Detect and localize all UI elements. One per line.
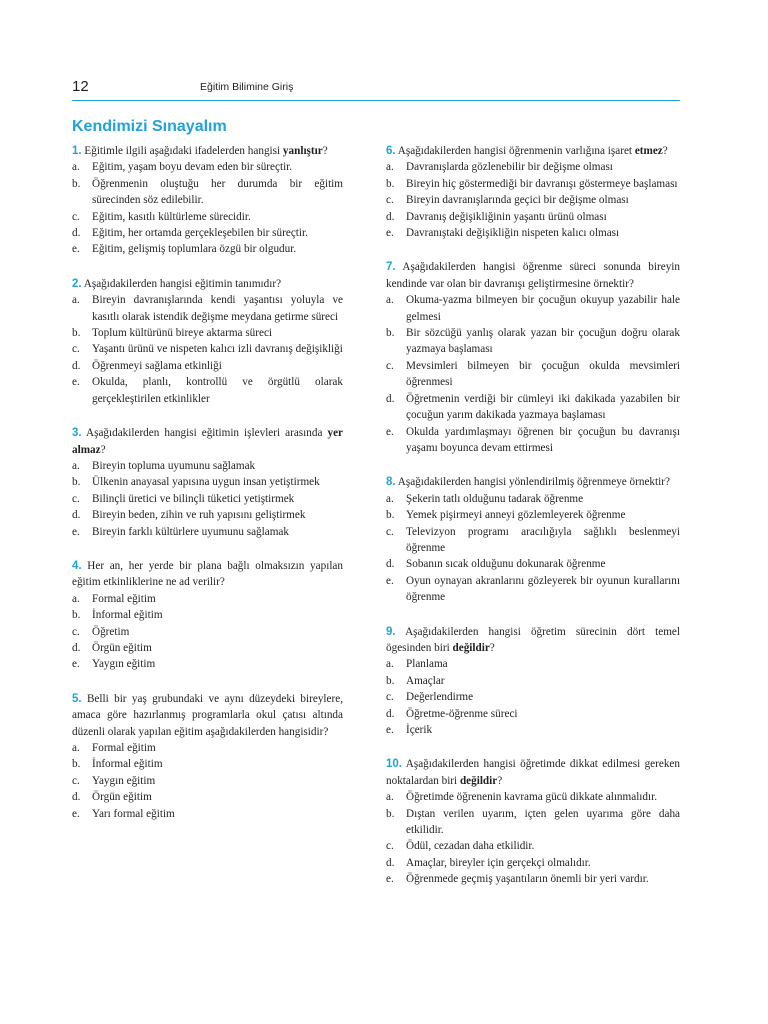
left-column — [72, 143, 343, 840]
option-text: İnformal eğitim — [92, 758, 163, 771]
answer-option — [72, 640, 343, 656]
option-letter: c. — [72, 774, 80, 787]
question-stem — [72, 558, 343, 591]
option-letter: d. — [386, 392, 395, 405]
option-text: Eğitim, kasıtlı kültürleme sürecidir. — [92, 210, 251, 223]
option-letter: c. — [386, 359, 394, 372]
section-title: Kendimizi Sınayalım — [72, 118, 227, 135]
option-letter: e. — [386, 574, 394, 587]
question-text: Aşağıdakilerden hangisi yönlendirilmiş öğrenmeye örnektir? — [395, 476, 670, 489]
question-8 — [386, 474, 680, 605]
option-letter: e. — [386, 724, 394, 736]
answer-options — [386, 789, 680, 887]
option-text: Televizyon programı aracılığıyla sağlıklı beslenmeyi öğrenme — [406, 525, 680, 554]
question-3 — [72, 425, 343, 540]
option-letter: a. — [386, 161, 394, 174]
option-text: Ödül, cezadan daha etkilidir. — [406, 840, 535, 853]
option-letter: a. — [72, 161, 80, 174]
question-stem — [386, 474, 680, 490]
option-text: Öğrenmenin oluştuğu her durumda bir eğitim sürecinden söz edilebilir. — [92, 177, 343, 207]
option-text: Bireyin farklı kültürlere uyumunu sağlamak — [92, 525, 289, 538]
answer-option — [386, 391, 680, 424]
option-letter: d. — [72, 359, 81, 372]
answer-option — [386, 176, 680, 192]
option-text: Ülkenin anayasal yapısına uygun insan yetiştirmek — [92, 476, 320, 489]
question-stem — [386, 624, 680, 657]
answer-option — [72, 524, 343, 540]
option-text: Toplum kültürünü bireye aktarma süreci — [92, 327, 273, 340]
option-text: Okuma-yazma bilmeyen bir çocuğun okuyup yazabilir hale gelmesi — [406, 294, 680, 323]
question-number: 4. — [72, 559, 82, 572]
question-text: Aşağıdakilerden hangisi öğretim sürecinin dört temel ögesinden biri — [386, 625, 680, 654]
question-text-end: ? — [322, 145, 328, 157]
answer-option — [386, 209, 680, 225]
option-letter: a. — [72, 742, 80, 754]
answer-option — [386, 292, 680, 325]
answer-option — [72, 656, 343, 672]
option-letter: e. — [72, 525, 80, 538]
option-text: Yemek pişirmeyi anneyi gözlemleyerek öğrenme — [406, 509, 626, 522]
question-text: Aşağıdakilerden hangisi eğitimin işlevleri arasında — [81, 427, 328, 440]
answer-option — [72, 358, 343, 374]
option-text: Yaşantı ürünü ve nispeten kalıcı izli davranış değişikliği — [92, 343, 343, 356]
option-text: İçerik — [406, 724, 433, 736]
answer-option — [386, 656, 680, 672]
option-letter: b. — [72, 177, 81, 190]
question-text: Her an, her yerde bir plana bağlı olmaksızın yapılan eğitim etkinliklerine ne ad verilir? — [72, 559, 343, 589]
option-letter: e. — [72, 658, 80, 671]
answer-option — [386, 706, 680, 722]
question-emphasis: yanlıştır — [282, 145, 323, 157]
option-text: Oyun oynayan akranlarını gözleyerek bir oyunun kurallarını öğrenme — [406, 574, 680, 604]
question-4 — [72, 558, 343, 673]
option-letter: c. — [72, 343, 80, 356]
question-stem — [386, 143, 680, 159]
option-text: Bireyin davranışlarında geçici bir değişme olması — [406, 194, 629, 207]
question-1 — [72, 143, 343, 258]
question-text: Aşağıdakilerden hangisi öğretimde dikkat edilmesi gereken noktalardan biri — [386, 758, 680, 787]
answer-option — [386, 325, 680, 358]
option-letter: b. — [386, 327, 395, 340]
option-text: Bireyin beden, zihin ve ruh yapısını geliştirmek — [92, 509, 306, 522]
option-letter: a. — [72, 459, 80, 472]
question-9 — [386, 624, 680, 739]
answer-option — [386, 673, 680, 689]
option-letter: a. — [386, 791, 394, 804]
option-letter: c. — [386, 691, 394, 704]
option-text: Formal eğitim — [92, 592, 156, 605]
answer-option — [72, 474, 343, 490]
question-text: Aşağıdakilerden hangisi öğrenmenin varlığına işaret — [395, 145, 635, 157]
option-letter: e. — [386, 425, 394, 438]
answer-option — [72, 341, 343, 357]
option-letter: a. — [386, 658, 394, 671]
answer-option — [386, 225, 680, 241]
option-letter: d. — [72, 641, 81, 654]
option-letter: c. — [386, 525, 394, 538]
option-text: Dıştan verilen uyarım, içten gelen uyarıma göre daha etkilidir. — [406, 807, 680, 837]
answer-option — [72, 607, 343, 623]
question-number: 1. — [72, 145, 82, 157]
option-text: Öğrenmeyi sağlama etkinliği — [92, 359, 222, 372]
answer-options — [386, 292, 680, 456]
answer-option — [72, 591, 343, 607]
option-letter: d. — [72, 227, 81, 240]
option-letter: e. — [386, 227, 394, 240]
option-text: Öğretmenin verdiği bir cümleyi iki dakikada yazabilen bir çocuğun yarım dakikada yazmaya başlaması — [406, 392, 680, 422]
answer-options — [72, 292, 343, 407]
answer-option — [72, 507, 343, 523]
option-text: Bireyin topluma uyumunu sağlamak — [92, 459, 256, 472]
question-stem — [386, 259, 680, 292]
answer-option — [72, 624, 343, 640]
question-stem — [72, 143, 343, 159]
question-number: 3. — [72, 427, 82, 440]
option-letter: b. — [72, 327, 81, 340]
question-text: Belli bir yaş grubundaki ve aynı düzeydeki bireylere, amaca göre hazırlanmış programlarla okul çatısı altında düzenli olarak yapılan eğitim aşağıdakilerden hangisidir? — [72, 692, 343, 738]
question-number: 5. — [72, 692, 82, 705]
option-letter: c. — [72, 210, 80, 223]
answer-option — [72, 159, 343, 175]
option-text: Mevsimleri bilmeyen bir çocuğun okulda mevsimleri öğrenmesi — [406, 359, 680, 389]
answer-option — [386, 424, 680, 457]
option-text: Planlama — [406, 658, 448, 671]
question-text: Aşağıdakilerden hangisi öğrenme süreci sonunda bireyin kendinde var olan bir davranışı geliştirmesine örnektir? — [386, 261, 680, 290]
answer-option — [386, 507, 680, 523]
question-number: 9. — [386, 625, 396, 638]
option-letter: a. — [386, 294, 394, 307]
option-text: Amaçlar, bireyler için gerçekçi olmalıdır. — [406, 856, 591, 869]
option-text: Öğretim — [92, 625, 130, 638]
answer-option — [72, 374, 343, 407]
option-text: Formal eğitim — [92, 742, 156, 754]
answer-option — [386, 524, 680, 557]
option-text: İnformal eğitim — [92, 609, 163, 622]
option-text: Davranıştaki değişikliğin nispeten kalıcı olması — [406, 227, 620, 240]
option-letter: c. — [386, 840, 394, 853]
option-text: Bir sözcüğü yanlış olarak yazan bir çocuğun doğru olarak yazmaya başlaması — [406, 327, 680, 356]
answer-option — [386, 722, 680, 738]
question-number: 7. — [386, 261, 396, 274]
answer-option — [72, 225, 343, 241]
option-text: Örgün eğitim — [92, 791, 152, 804]
question-emphasis: değildir — [459, 774, 498, 787]
option-letter: a. — [72, 592, 80, 605]
option-text: Davranışlarda gözlenebilir bir değişme olması — [406, 161, 613, 174]
question-text: Eğitimle ilgili aşağıdaki ifadelerden hangisi — [81, 145, 283, 157]
option-text: Bireyin davranışlarında kendi yaşantısı yoluyla ve kasıtlı olarak istendik değişme meydana getirme süreci — [92, 294, 343, 323]
option-letter: c. — [386, 194, 394, 207]
question-stem — [72, 276, 343, 292]
page-header — [72, 78, 680, 102]
answer-options — [72, 458, 343, 540]
question-number: 8. — [386, 476, 396, 489]
option-letter: d. — [386, 210, 395, 223]
option-text: Eğitim, yaşam boyu devam eden bir süreçtir. — [92, 161, 293, 174]
answer-option — [72, 756, 343, 772]
question-5 — [72, 691, 343, 822]
question-6 — [386, 143, 680, 241]
option-text: Öğretme-öğrenme süreci — [406, 707, 518, 720]
answer-option — [72, 292, 343, 325]
question-text-end: ? — [489, 641, 495, 654]
option-text: Yaygın eğitim — [92, 774, 156, 787]
option-letter: c. — [72, 492, 80, 505]
answer-option — [72, 789, 343, 805]
answer-option — [72, 740, 343, 756]
answer-option — [72, 209, 343, 225]
answer-option — [386, 806, 680, 839]
option-letter: c. — [72, 625, 80, 638]
option-text: Şekerin tatlı olduğunu tadarak öğrenme — [406, 492, 584, 505]
option-letter: b. — [386, 807, 395, 820]
option-letter: a. — [72, 294, 80, 307]
option-letter: d. — [386, 558, 395, 571]
option-letter: e. — [386, 873, 394, 886]
option-text: Değerlendirme — [406, 691, 474, 704]
answer-option — [386, 689, 680, 705]
option-letter: b. — [72, 609, 81, 622]
option-letter: d. — [386, 856, 395, 869]
question-number: 6. — [386, 145, 396, 157]
answer-option — [386, 159, 680, 175]
answer-option — [386, 358, 680, 391]
answer-option — [386, 855, 680, 871]
answer-option — [72, 176, 343, 209]
header-divider — [72, 100, 680, 101]
option-text: Eğitim, her ortamda gerçekleşebilen bir süreçtir. — [92, 227, 308, 240]
answer-options — [72, 159, 343, 257]
option-letter: d. — [386, 707, 395, 720]
option-letter: b. — [72, 758, 81, 771]
option-text: Okulda yardımlaşmayı öğrenen bir çocuğun bu davranışı yaşamı boyunca devam ettirmesi — [406, 425, 680, 454]
question-emphasis: etmez — [634, 145, 663, 157]
question-stem — [72, 425, 343, 458]
question-number: 10. — [386, 758, 402, 771]
answer-option — [386, 871, 680, 887]
answer-option — [386, 491, 680, 507]
option-letter: e. — [72, 807, 80, 820]
answer-options — [72, 591, 343, 673]
question-emphasis: değildir — [452, 641, 490, 654]
question-emphasis: yer almaz — [72, 427, 343, 456]
question-text-end: ? — [662, 145, 668, 157]
option-letter: a. — [386, 492, 394, 505]
answer-options — [386, 159, 680, 241]
answer-option — [72, 491, 343, 507]
option-letter: b. — [386, 177, 395, 190]
question-7 — [386, 259, 680, 456]
answer-option — [386, 556, 680, 572]
option-text: Eğitim, gelişmiş toplumlara özgü bir olgudur. — [92, 243, 297, 256]
option-text: Amaçlar — [406, 674, 445, 687]
option-letter: e. — [72, 376, 80, 389]
option-text: Bireyin hiç göstermediği bir davranışı göstermeye başlaması — [406, 177, 678, 190]
answer-options — [386, 656, 680, 738]
option-text: Yarı formal eğitim — [92, 807, 175, 820]
answer-options — [72, 740, 343, 822]
question-stem — [72, 691, 343, 740]
option-letter: d. — [72, 509, 81, 522]
answer-option — [386, 192, 680, 208]
question-2 — [72, 276, 343, 407]
answer-option — [386, 573, 680, 606]
answer-option — [72, 806, 343, 822]
option-text: Yaygın eğitim — [92, 658, 156, 671]
option-text: Örgün eğitim — [92, 641, 152, 654]
option-letter: b. — [386, 674, 395, 687]
option-letter: b. — [72, 476, 81, 489]
right-column — [386, 143, 680, 906]
option-text: Davranış değişikliğinin yaşantı ürünü olması — [406, 210, 607, 223]
option-letter: b. — [386, 509, 395, 522]
answer-options — [386, 491, 680, 606]
answer-option — [72, 773, 343, 789]
option-text: Bilinçli üretici ve bilinçli tüketici yetiştirmek — [92, 492, 295, 505]
question-text-end: ? — [100, 443, 106, 456]
page-number: 12 — [72, 78, 89, 95]
question-10 — [386, 756, 680, 887]
answer-option — [72, 241, 343, 257]
option-text: Öğretimde öğrenenin kavrama gücü dikkate alınmalıdır. — [406, 791, 658, 804]
answer-option — [386, 838, 680, 854]
option-text: Sobanın sıcak olduğunu dokunarak öğrenme — [406, 558, 606, 571]
book-title: Eğitim Bilimine Giriş — [200, 81, 294, 93]
answer-option — [386, 789, 680, 805]
answer-option — [72, 458, 343, 474]
option-letter: e. — [72, 243, 80, 256]
question-number: 2. — [72, 277, 82, 290]
answer-option — [72, 325, 343, 341]
question-text-end: ? — [497, 774, 503, 787]
question-text: Aşağıdakilerden hangisi eğitimin tanımıdır? — [81, 277, 282, 290]
option-text: Öğrenmede geçmiş yaşantıların önemli bir yeri vardır. — [406, 873, 649, 886]
option-text: Okulda, planlı, kontrollü ve örgütlü olarak gerçekleştirilen etkinlikler — [92, 376, 343, 405]
question-stem — [386, 756, 680, 789]
option-letter: d. — [72, 791, 81, 804]
